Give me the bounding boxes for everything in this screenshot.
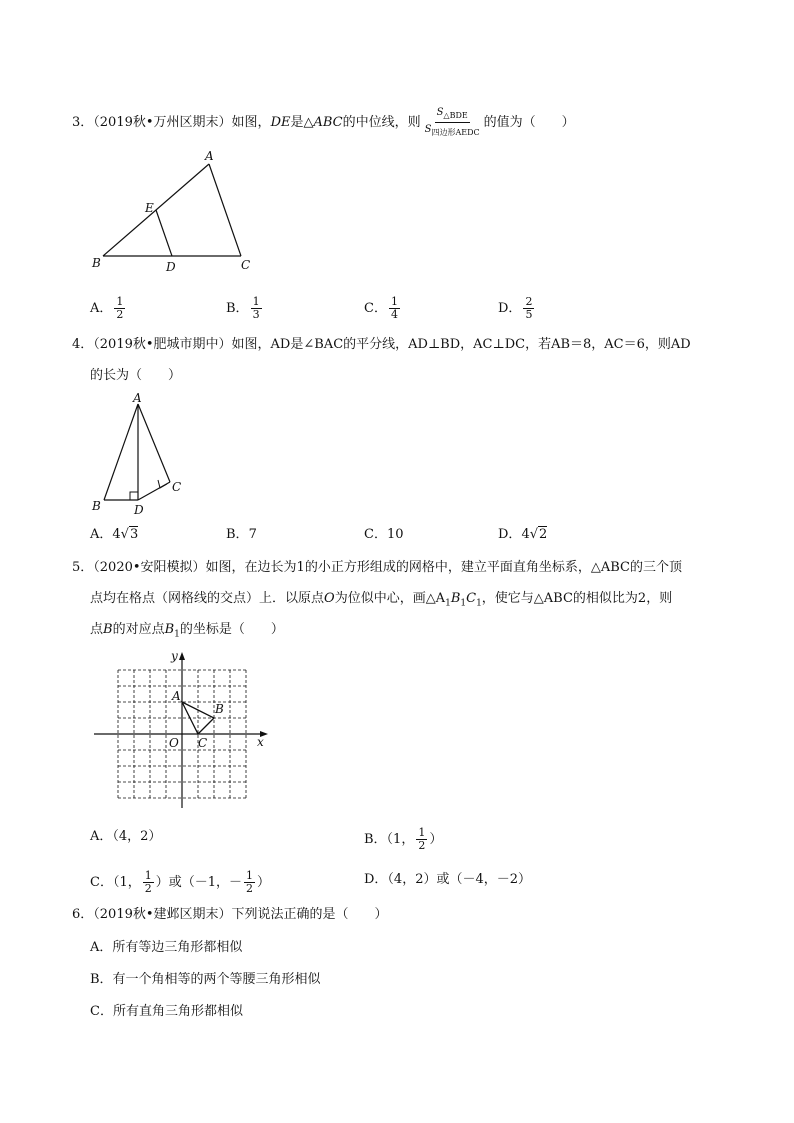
q6-source: （2019秋•建邺区期末） <box>93 907 232 922</box>
q4-label-A: A <box>133 391 142 405</box>
q4-option-a[interactable]: A．4√3 <box>90 527 139 542</box>
q6-option-b[interactable]: B．有一个角相等的两个等腰三角形相似 <box>90 972 321 987</box>
q3-label-C: C <box>241 258 251 272</box>
q5-label-C: C <box>198 736 208 750</box>
q6-option-c[interactable]: C．所有直角三角形都相似 <box>90 1004 243 1019</box>
q5-option-d[interactable]: D．（4，2）或（－4，－2） <box>364 872 532 887</box>
q5-coordinate-grid-figure <box>88 648 278 810</box>
q4-option-d[interactable]: D．4√2 <box>498 527 548 542</box>
q4-option-c[interactable]: C．10 <box>364 527 404 542</box>
q4-label-B: B <box>92 499 101 513</box>
q5-stem-line2: 点均在格点（网格线的交点）上．以原点O为位似中心，画$\triangle A_1B_1C_1$，使它与△ABC的相似比为2，则 <box>90 591 673 609</box>
q3-label-D: D <box>166 260 176 274</box>
q5-label-B: B <box>215 702 224 716</box>
q6-stem: 6．（2019秋•建邺区期末）下列说法正确的是（ ） <box>72 907 388 922</box>
q3-option-c[interactable]: C． $\frac{1}{4}$ <box>364 295 398 321</box>
q4-source: （2019秋•肥城市期中） <box>93 337 232 352</box>
q4-label-C: C <box>172 480 182 494</box>
q6-option-a[interactable]: A．所有等边三角形都相似 <box>90 940 243 955</box>
q5-label-A: A <box>172 689 181 703</box>
q5-option-b[interactable]: B．（1， $\frac{1}{2}$ ） <box>364 826 443 852</box>
q3-stem: 3．（2019秋•万州区期末）如图，DE是△ABC的中位线，则 $\frac{S_{\triangle BDE}}{S_{四边形AEDC}}$ 的值为（ ） <box>72 107 575 137</box>
q4-option-b[interactable]: B．7 <box>226 527 257 542</box>
q3-ratio-fraction: $\frac{S_{\triangle BDE}}{S_{四边形AEDC}}$ <box>424 107 480 137</box>
q5-option-a[interactable]: A．（4，2） <box>90 829 162 844</box>
q5-stem-line1: 5．（2020•安阳模拟）如图，在边长为1的小正方形组成的网格中，建立平面直角坐标系，△ABC的三个顶 <box>72 560 682 575</box>
q5-number: 5． <box>72 560 94 575</box>
q3-number: 3． <box>72 115 94 130</box>
q5-option-c[interactable]: C．（1， $\frac{1}{2}$ ）或（－1，－ $\frac{1}{2}$ ） <box>90 869 271 895</box>
q4-number: 4． <box>72 337 94 352</box>
q5-label-y: y <box>171 649 178 663</box>
q3-label-A: A <box>205 149 214 163</box>
q4-label-D: D <box>134 503 144 517</box>
q3-option-d[interactable]: D． $\frac{2}{5}$ <box>498 295 533 321</box>
q6-number: 6． <box>72 907 94 922</box>
q3-label-B: B <box>92 256 101 270</box>
q4-stem-line2: 的长为（ ） <box>90 368 182 383</box>
q5-label-x: x <box>257 735 264 749</box>
q5-label-O: O <box>169 736 179 750</box>
q3-label-E: E <box>145 201 154 215</box>
q5-stem-line3: 点B的对应点$B_1$的坐标是（ ） <box>90 622 284 640</box>
q3-option-a[interactable]: A． $\frac{1}{2}$ <box>90 295 124 321</box>
q3-option-b[interactable]: B． $\frac{1}{3}$ <box>226 295 260 321</box>
q5-source: （2020•安阳模拟） <box>93 560 206 575</box>
q4-triangle-figure <box>88 390 198 520</box>
q3-triangle-figure <box>88 148 263 278</box>
q4-stem-line1: 4．（2019秋•肥城市期中）如图，AD是∠BAC的平分线，AD⊥BD，AC⊥DC，若AB＝8，AC＝6，则AD <box>72 337 691 352</box>
q3-source: （2019秋•万州区期末） <box>93 115 232 130</box>
